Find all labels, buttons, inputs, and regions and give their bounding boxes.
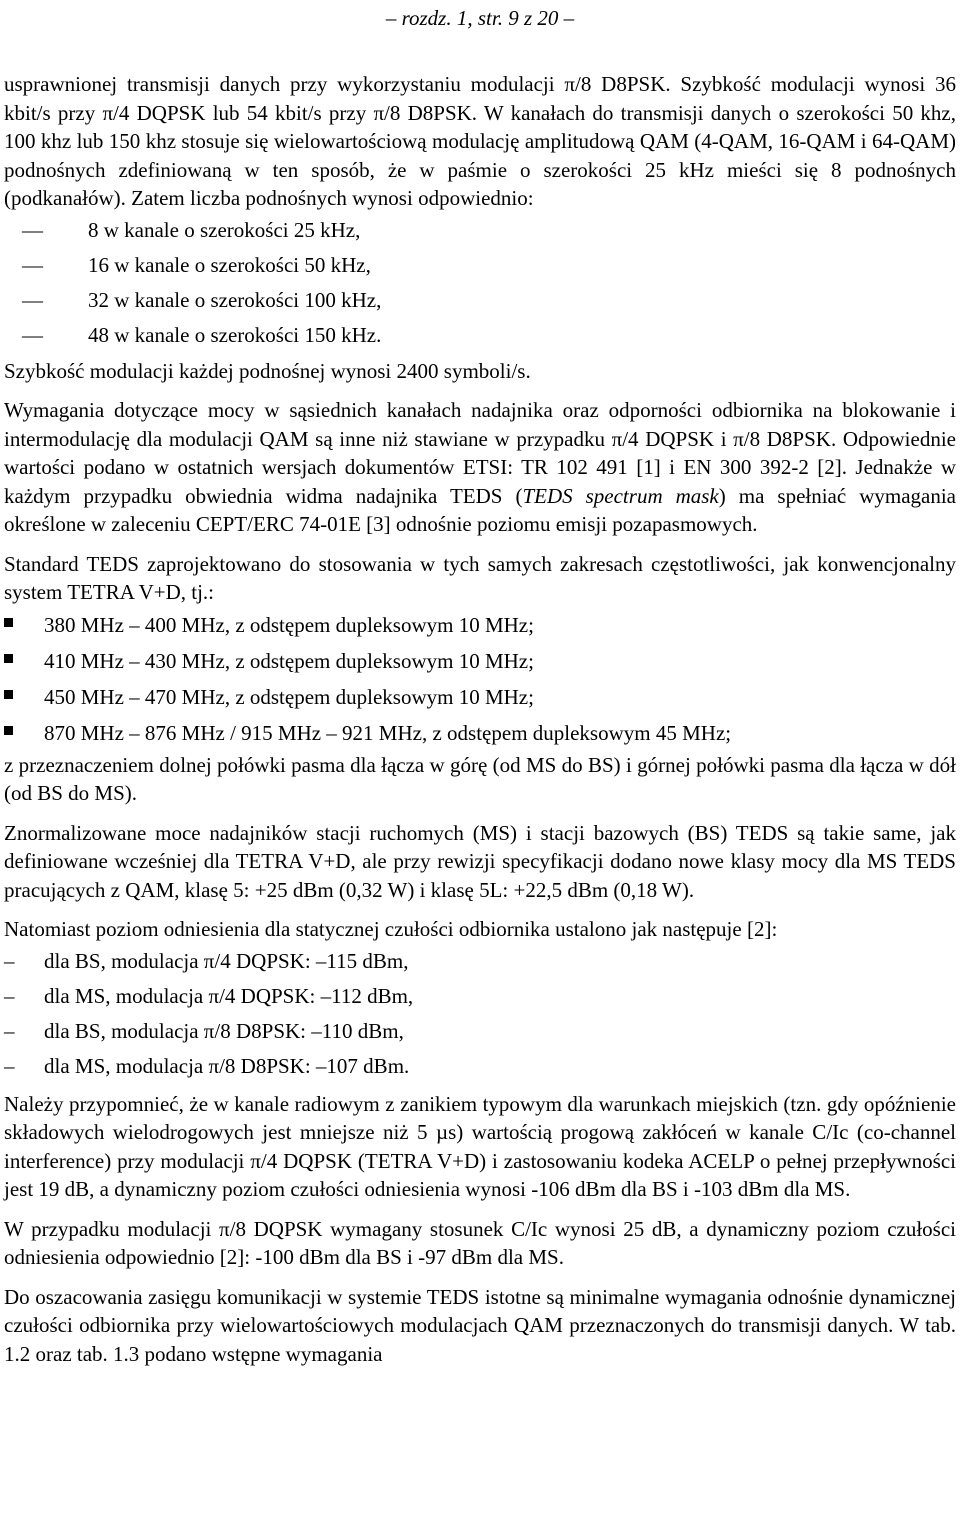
paragraph-range-estimation: Do oszacowania zasięgu komunikacji w systemie TEDS istotne są minimalne wymagania odnośnie dynamicznej czułości odbiornika przy wielowartościowych modulacjach QAM przeznaczonych do transmisji danych. W tab. 1.2 oraz tab. 1.3 podano wstępne wymagania <box>4 1284 956 1366</box>
square-bullet-icon <box>4 618 13 627</box>
list-item: – dla BS, modulacja π/8 D8PSK: –110 dBm, <box>4 1014 956 1049</box>
square-bullet-icon <box>4 654 13 663</box>
list-item: 380 MHz – 400 MHz, z odstępem dupleksowym 10 MHz; <box>4 607 956 643</box>
paragraph-cochannel: Należy przypomnieć, że w kanale radiowym z zanikiem typowym dla warunkach miejskich (tzn. gdy opóźnienie składowych wielodrogowych jest mniejsze niż 5 µs) wartością progową zakłóceń w kanale C/Ic (co-channel interference) przy modulacji π/4 DQPSK (TETRA V+D) i zastosowaniu kodeka ACELP o pełnej przepływności jest 19 dB, a dynamiczny poziom czułości odniesienia wynosi -106 dBm dla BS i -103 dBm dla MS. <box>4 1091 956 1201</box>
list-item: — 32 w kanale o szerokości 100 kHz, <box>4 283 956 318</box>
paragraph-symbol-rate: Szybkość modulacji każdej podnośnej wynosi 2400 symboli/s. <box>4 358 531 383</box>
list-item: 410 MHz – 430 MHz, z odstępem dupleksowym 10 MHz; <box>4 643 956 679</box>
list-item: — 8 w kanale o szerokości 25 kHz, <box>4 213 956 248</box>
dash-bullet-icon <box>4 944 15 979</box>
dash-bullet-icon <box>4 979 15 1014</box>
dash-bullet-icon <box>4 1049 15 1084</box>
square-bullet-icon <box>4 690 13 699</box>
list-item: 870 MHz – 876 MHz / 915 MHz – 921 MHz, z odstępem dupleksowym 45 MHz; <box>4 715 956 751</box>
list-item: – dla BS, modulacja π/4 DQPSK: –115 dBm, <box>4 944 956 979</box>
paragraph-reference-level: Natomiast poziom odniesienia dla statycznej czułości odbiornika ustalono jak następuje [2]: <box>4 917 778 941</box>
list-item: – dla MS, modulacja π/8 D8PSK: –107 dBm. <box>4 1049 956 1084</box>
document-body <box>4 70 956 1368</box>
list-item: — 48 w kanale o szerokości 150 kHz. <box>4 318 956 353</box>
sensitivity-list <box>4 944 956 1084</box>
subcarrier-list <box>4 213 956 353</box>
square-bullet-icon <box>4 726 13 735</box>
frequency-band-list <box>4 607 956 751</box>
list-item: — 16 w kanale o szerokości 50 kHz, <box>4 248 956 283</box>
paragraph-power-classes: Znormalizowane moce nadajników stacji ruchomych (MS) i stacji bazowych (BS) TEDS są takie same, jak definiowane wcześniej dla TETRA V+D, ale przy rewizji specyfikacji dodano nowe klasy mocy dla MS TEDS pracujących z QAM, klasę 5: +25 dBm (0,32 W) i klasę 5L: +22,5 dBm (0,18 W). <box>4 820 956 902</box>
paragraph-standard: Standard TEDS zaprojektowano do stosowania w tych samych zakresach częstotliwości, jak konwencjonalny system TETRA V+D, tj.: <box>4 551 956 604</box>
dash-bullet-icon <box>4 1014 15 1049</box>
dash-bullet-icon <box>22 248 43 283</box>
dash-bullet-icon <box>22 318 43 353</box>
list-item: – dla MS, modulacja π/4 DQPSK: –112 dBm, <box>4 979 956 1014</box>
dash-bullet-icon <box>22 213 43 248</box>
page-header: – rozdz. 1, str. 9 z 20 – <box>385 6 575 30</box>
dash-bullet-icon <box>22 283 43 318</box>
paragraph-requirements: Wymagania dotyczące mocy w sąsiednich kanałach nadajnika oraz odporności odbiornika na blokowanie i intermodulację dla modulacji QAM są inne niż stawiane w przypadku π/4 DQPSK i π/8 D8PSK. Odpowiednie wartości podano w ostatnich wersjach dokumentów ETSI: TR 102 491 [1] i EN 300 392-2 [2]. Jednakże w każdym przypadku obwiednia widma nadajnika TEDS (TEDS spectrum mask) ma spełniać wymagania określone w zaleceniu CEPT/ERC 74-01E [3] odnośnie poziomu emisji pozapasmowych. <box>4 398 956 536</box>
list-item: 450 MHz – 470 MHz, z odstępem dupleksowym 10 MHz; <box>4 679 956 715</box>
paragraph-d8psk: W przypadku modulacji π/8 DQPSK wymagany stosunek C/Ic wynosi 25 dB, a dynamiczny poziom czułości odniesienia odpowiednio [2]: -100 dBm dla BS i -97 dBm dla MS. <box>4 1216 956 1269</box>
paragraph-modulation: usprawnionej transmisji danych przy wykorzystaniu modulacji π/8 D8PSK. Szybkość modulacji wynosi 36 kbit/s przy π/4 DQPSK lub 54 kbit/s przy π/8 D8PSK. W kanałach do transmisji danych o szerokości 50 khz, 100 khz lub 150 khz stosuje się wielowartościową modulację amplitudową QAM (4-QAM, 16-QAM i 64-QAM) podnośnych zdefiniowaną w ten sposób, że w paśmie o szerokości 25 kHz mieści się 8 podnośnych (podkanałów). Zatem liczba podnośnych wynosi odpowiednio: <box>4 72 956 210</box>
spectrum-mask-term: TEDS spectrum mask <box>522 483 719 508</box>
paragraph-duplex: z przeznaczeniem dolnej połówki pasma dla łącza w górę (od MS do BS) i górnej połówki pasma dla łącza w dół (od BS do MS). <box>4 752 956 805</box>
